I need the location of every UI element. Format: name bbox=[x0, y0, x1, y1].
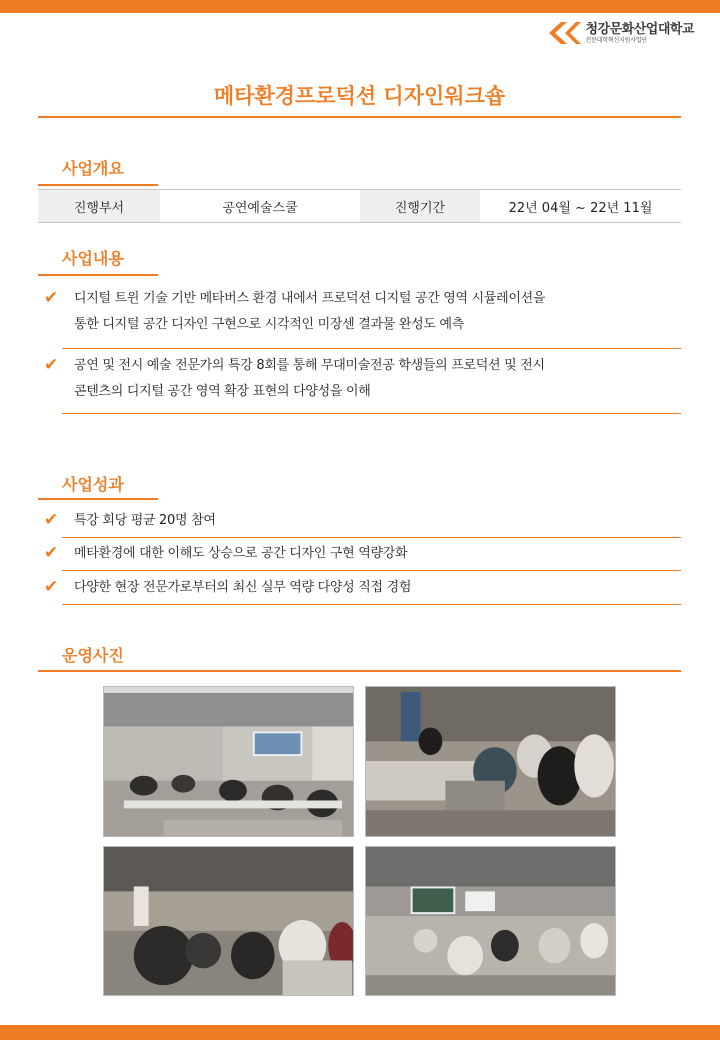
check-icon: ✔ bbox=[44, 510, 59, 530]
result-item bbox=[44, 506, 681, 538]
photo-lecture-room-wide bbox=[103, 686, 354, 837]
check-icon: ✔ bbox=[44, 543, 59, 563]
content-text-line: 공연 및 전시 예술 전문가의 특강 8회를 통해 무대미술전공 학생들의 프로덕션 및 전시 bbox=[74, 358, 545, 373]
section-underline bbox=[38, 184, 158, 186]
result-item bbox=[44, 573, 681, 605]
bottom-accent-bar bbox=[0, 1025, 720, 1040]
logo-name: 청강문화산업대학교 bbox=[585, 21, 694, 37]
section-heading-photos: 운영사진 bbox=[62, 646, 124, 665]
section-divider bbox=[158, 670, 681, 672]
section-underline bbox=[38, 274, 158, 276]
dept-label: 진행부서 bbox=[38, 190, 160, 222]
university-logo bbox=[545, 20, 694, 46]
check-icon: ✔ bbox=[44, 577, 59, 597]
title-divider bbox=[38, 116, 681, 118]
content-item bbox=[44, 353, 681, 414]
section-heading-content: 사업내용 bbox=[62, 249, 124, 268]
result-text: 메타환경에 대한 이해도 상승으로 공간 디자인 구현 역량강화 bbox=[74, 546, 408, 561]
overview-table bbox=[38, 189, 681, 223]
period-label: 진행기간 bbox=[360, 190, 480, 222]
period-value: 22년 04월 ~ 22년 11월 bbox=[508, 200, 653, 216]
page-title: 메타환경프로덕션 디자인워크숍 bbox=[213, 84, 506, 108]
content-text-line: 디지털 트윈 기술 기반 메타버스 환경 내에서 프로덕션 디지털 공간 영역 시뮬레이션을 bbox=[74, 291, 546, 306]
content-text-line: 통한 디지털 공간 디자인 구현으로 시각적인 미장센 결과물 완성도 예측 bbox=[74, 317, 464, 332]
ck-logo-icon bbox=[545, 20, 581, 46]
result-text: 다양한 현장 전문가로부터의 최신 실무 역량 다양성 직접 경험 bbox=[74, 580, 412, 595]
content-text-line: 콘텐츠의 디지털 공간 영역 확장 표현의 다양성을 이해 bbox=[74, 384, 371, 399]
check-icon: ✔ bbox=[44, 355, 59, 375]
dept-value: 공연예술스쿨 bbox=[222, 200, 298, 216]
result-text: 특강 회당 평균 20명 참여 bbox=[74, 513, 216, 528]
check-icon: ✔ bbox=[44, 288, 59, 308]
section-underline bbox=[38, 498, 158, 500]
section-heading-overview: 사업개요 bbox=[62, 159, 124, 178]
section-heading-results: 사업성과 bbox=[62, 475, 124, 494]
result-item bbox=[44, 539, 681, 571]
photo-students-seated bbox=[103, 846, 354, 996]
photo-presentation-room bbox=[365, 846, 616, 996]
content-item bbox=[44, 286, 681, 349]
section-underline bbox=[38, 670, 158, 672]
logo-subtitle: 전문대학혁신지원사업단 bbox=[585, 36, 648, 44]
photo-group-discussion bbox=[365, 686, 616, 837]
top-accent-bar bbox=[0, 0, 720, 13]
